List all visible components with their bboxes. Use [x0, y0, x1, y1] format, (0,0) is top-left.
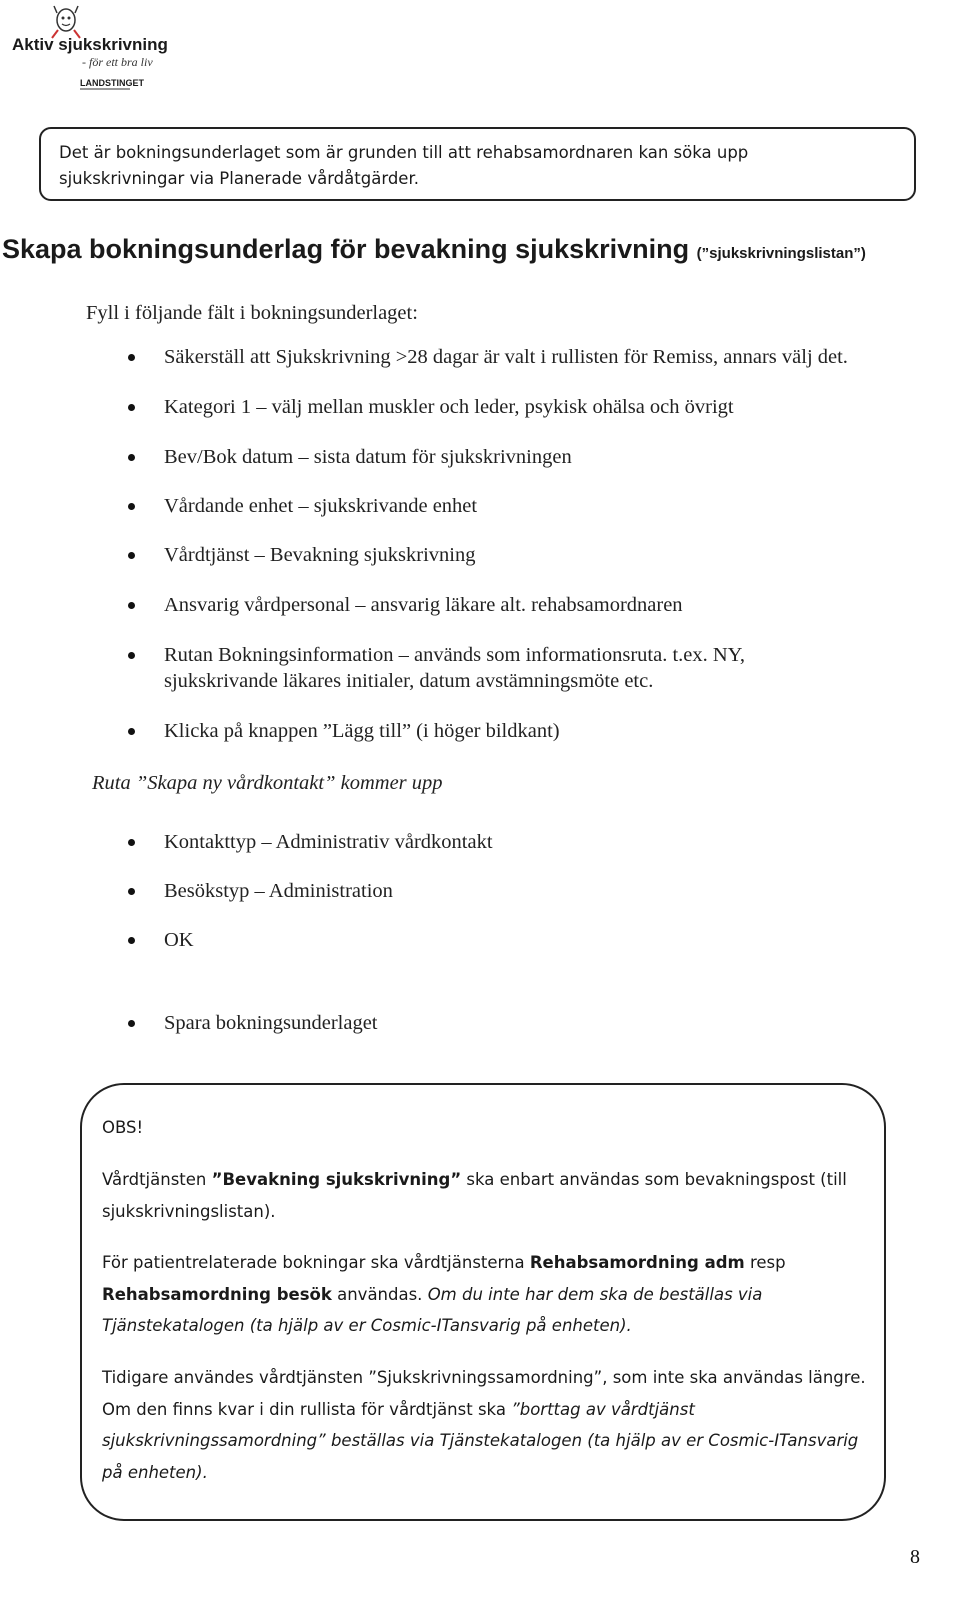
list-item: Ansvarig vårdpersonal – ansvarig läkare alt. rehabsamordnaren: [164, 592, 864, 618]
obs-paragraph-2: [102, 1247, 872, 1342]
list-item: Kontakttyp – Administrativ vårdkontakt: [164, 829, 864, 855]
obs-text: För patientrelaterade bokningar ska vårdtjänsterna: [102, 1253, 530, 1272]
page-number: 8: [910, 1546, 920, 1568]
obs-paragraph-1: [102, 1164, 872, 1227]
obs-box: [80, 1083, 886, 1521]
heading-subtitle: (”sjukskrivningslistan”): [696, 245, 866, 262]
list-item: Besökstyp – Administration: [164, 878, 864, 904]
obs-bold: Rehabsamordning adm: [529, 1253, 745, 1272]
logo-title: Aktiv sjukskrivning: [12, 35, 168, 54]
obs-text: användas.: [331, 1284, 428, 1304]
logo-tagline: - för ett bra liv: [82, 55, 153, 69]
list-item: Kategori 1 – välj mellan muskler och leder, psykisk ohälsa och övrigt: [164, 394, 864, 420]
list-item: Bev/Bok datum – sista datum för sjukskrivningen: [164, 444, 864, 470]
obs-text: resp: [744, 1253, 786, 1272]
obs-text: ska enbart användas som bevakningspost (till sjukskrivningslistan).: [102, 1170, 847, 1221]
fields-intro: Fyll i följande fält i bokningsunderlaget:: [86, 302, 418, 324]
obs-italic: ”borttag av vårdtjänst sjukskrivningssamordning” beställas via Tjänstekatalogen (ta hjälp av er Cosmic-ITansvarig på enheten).: [102, 1399, 859, 1482]
obs-paragraph-3: [102, 1362, 872, 1488]
list-item: Säkerställ att Sjukskrivning >28 dagar är valt i rullisten för Remiss, annars välj det.: [164, 344, 864, 370]
logo-organization: LANDSTINGET: [80, 78, 144, 88]
list-item: Vårdtjänst – Bevakning sjukskrivning: [164, 542, 864, 568]
obs-text: Tidigare användes vårdtjänsten ”Sjukskrivningssamordning”, som inte ska användas längre. Om den finns kvar i din rullista för vårdtjänst ska: [102, 1368, 866, 1419]
intro-line-1: Det är bokningsunderlaget som är grunden till att rehabsamordnaren kan söka upp: [59, 143, 749, 162]
list-item: Vårdande enhet – sjukskrivande enhet: [164, 493, 864, 519]
ruta-line: Ruta ”Skapa ny vårdkontakt” kommer upp: [92, 772, 443, 794]
obs-bold: ”Bevakning sjukskrivning”: [211, 1170, 462, 1189]
obs-italic: Om du inte har dem ska de beställas via Tjänstekatalogen (ta hjälp av er Cosmic-ITansvarig på enheten).: [102, 1284, 763, 1335]
list-item: Spara bokningsunderlaget: [164, 1010, 864, 1036]
obs-bold: Rehabsamordning besök: [102, 1284, 332, 1304]
obs-text: Vårdtjänsten: [102, 1170, 212, 1189]
page-heading: [2, 234, 866, 265]
list-item: Klicka på knappen ”Lägg till” (i höger bildkant): [164, 718, 864, 744]
obs-label: OBS!: [102, 1118, 144, 1137]
intro-line-2: sjukskrivningar via Planerade vårdåtgärder.: [59, 169, 419, 188]
list-item: OK: [164, 927, 864, 953]
list-item: Rutan Bokningsinformation – används som informationsruta. t.ex. NY, sjukskrivande läkares initialer, datum avstämningsmöte etc.: [164, 642, 854, 694]
logo: [8, 4, 200, 96]
heading-title: Skapa bokningsunderlag för bevakning sjukskrivning: [2, 234, 690, 264]
logo-graphic: [8, 4, 200, 96]
intro-box: [39, 127, 916, 201]
